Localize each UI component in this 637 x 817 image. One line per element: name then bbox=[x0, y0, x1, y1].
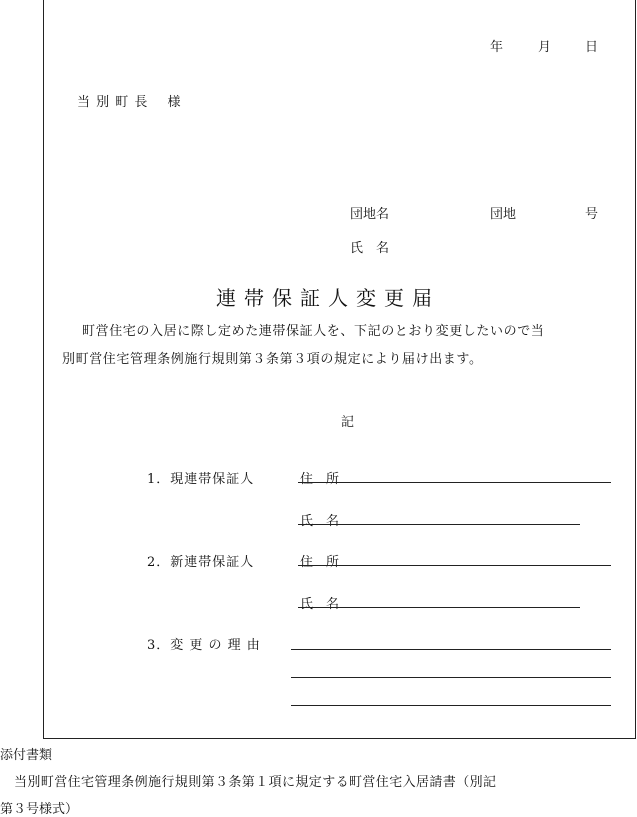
date-year-label: 年 bbox=[490, 40, 504, 55]
current-name-label: 氏 名 bbox=[300, 514, 340, 529]
ki-label: 記 bbox=[341, 415, 355, 430]
applicant-name-label: 氏 名 bbox=[350, 241, 390, 256]
current-address-label: 住 所 bbox=[300, 472, 340, 487]
new-name-line bbox=[298, 607, 580, 608]
reason-line-3 bbox=[291, 705, 611, 706]
body-line-2: 別町営住宅管理条例施行規則第３条第３項の規定により届け出ます。 bbox=[62, 352, 483, 367]
page-title: 連帯保証人変更届 bbox=[216, 286, 440, 310]
date-day-label: 日 bbox=[585, 40, 599, 55]
current-name-line bbox=[298, 524, 580, 525]
attachments-heading: 添付書類 bbox=[0, 748, 53, 763]
new-address-label: 住 所 bbox=[300, 555, 340, 570]
new-name-label: 氏 名 bbox=[300, 597, 340, 612]
reason-line-1 bbox=[291, 649, 611, 650]
body-line-1: 町営住宅の入居に際し定めた連帯保証人を、下記のとおり変更したいので当 bbox=[82, 324, 545, 339]
new-address-line bbox=[298, 565, 611, 566]
attachments-line-1: 当別町営住宅管理条例施行規則第３条第１項に規定する町営住宅入居請書（別記 bbox=[14, 775, 497, 790]
current-guarantor-label: 1．現連帯保証人 bbox=[147, 472, 255, 487]
current-address-line bbox=[298, 482, 611, 483]
reason-line-2 bbox=[291, 677, 611, 678]
complex-label: 団地 bbox=[490, 207, 517, 222]
number-label: 号 bbox=[585, 207, 599, 222]
date-month-label: 月 bbox=[538, 40, 552, 55]
reason-label: 3．変 更 の 理 由 bbox=[147, 638, 261, 653]
new-guarantor-label: 2．新連帯保証人 bbox=[147, 555, 255, 570]
complex-name-label: 団地名 bbox=[350, 207, 390, 222]
attachments-line-2: 第３号様式） bbox=[0, 802, 79, 817]
recipient: 当 別 町 長 様 bbox=[77, 95, 182, 110]
